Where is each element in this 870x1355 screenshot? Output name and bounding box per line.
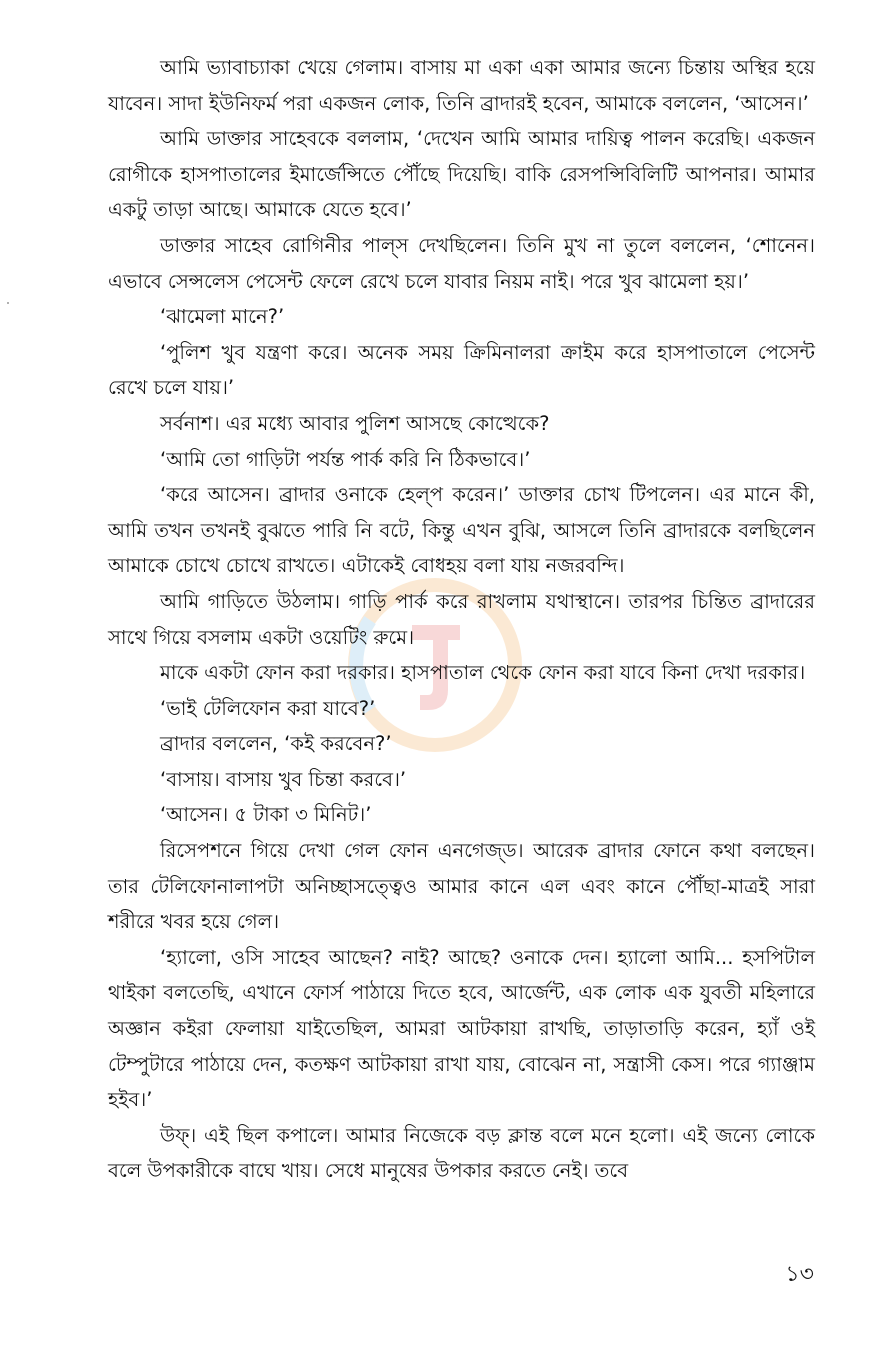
paragraph-2: আমি ডাক্তার সাহেবকে বললাম, ‘দেখেন আমি আমার দায়িত্ব পালন করেছি। একজন রোগীকে হাসপাতালের ইমার্জেন্সিতে পৌঁছে দিয়েছি। বাকি রেসপন্সিবিলিটি আপনার। আমার একটু তাড়া আছে। আমাকে যেতে হবে।’	[108, 127, 815, 222]
page-body	[108, 50, 815, 1189]
paragraph-12: ব্রাদার বললেন, ‘কই করবেন?’	[160, 732, 392, 756]
paragraph-8: ‘করে আসেন। ব্রাদার ওনাকে হেল্‌প করেন।’ ডাক্তার চোখ টিপলেন। এর মানে কী, আমি তখন তখনই বুঝতে পারি নি বটে, কিন্তু এখন বুঝি, আসলে তিনি ব্রাদারকে বলছিলেন আমাকে চোখে চোখে রাখতে। এটাকেই বোধহয় বলা যায় নজরবন্দি।	[108, 483, 815, 578]
paragraph-10: মাকে একটা ফোন করা দরকার। হাসপাতাল থেকে ফোন করা যাবে কিনা দেখা দরকার।	[160, 661, 806, 685]
paragraph-16: ‘হ্যালো, ওসি সাহেব আছেন? নাই? আছে? ওনাকে দেন। হ্যালো আমি... হসপিটাল থাইকা বলতেছি, এখানে ফোর্স পাঠায়ে দিতে হবে, আর্জেন্ট, এক লোক এক যুবতী মহিলারে অজ্ঞান কইরা ফেলায়া যাইতেছিল, আমরা আটকায়া রাখছি, তাড়াতাড়ি করেন, হ্যাঁ ওই টেম্পুটারে পাঠায়ে দেন, কতক্ষণ আটকায়া রাখা যায়, বোঝেন না, সন্ত্রাসী কেস। পরে গ্যাঞ্জাম হইব।’	[108, 945, 815, 1112]
paragraph-4: ‘ঝামেলা মানে?’	[160, 305, 285, 329]
paragraph-7: ‘আমি তো গাড়িটা পর্যন্ত পার্ক করি নি ঠিকভাবে।’	[160, 447, 531, 471]
edge-speck	[7, 302, 9, 304]
paragraph-9: আমি গাড়িতে উঠলাম। গাড়ি পার্ক করে রাখলাম যথাস্থানে। তারপর চিন্তিত ব্রাদারের সাথে গিয়ে বসলাম একটা ওয়েটিং রুমে।	[108, 589, 815, 649]
paragraph-11: ‘ভাই টেলিফোন করা যাবে?’	[160, 696, 376, 720]
paragraph-5: ‘পুলিশ খুব যন্ত্রণা করে। অনেক সময় ক্রিমিনালরা ক্রাইম করে হাসপাতালে পেসেন্ট রেখে চলে যায়।’	[108, 340, 815, 400]
page-number: ১৩	[785, 1262, 814, 1287]
paragraph-14: ‘আসেন। ৫ টাকা ৩ মিনিট।’	[160, 803, 372, 827]
paragraph-15: রিসেপশনে গিয়ে দেখা গেল ফোন এনগেজ্‌ড। আরেক ব্রাদার ফোনে কথা বলছেন। তার টেলিফোনালাপটা অনিচ্ছাসত্ত্বেও আমার কানে এল এবং কানে পৌঁছা-মাত্রই সারা শরীরে খবর হয়ে গেল।	[108, 839, 815, 934]
paragraph-13: ‘বাসায়। বাসায় খুব চিন্তা করবে।’	[160, 767, 407, 791]
paragraph-6: সর্বনাশ। এর মধ্যে আবার পুলিশ আসছে কোত্থেকে?	[160, 411, 550, 435]
paragraph-1: আমি ভ্যাবাচ্যাকা খেয়ে গেলাম। বাসায় মা একা একা আমার জন্যে চিন্তায় অস্থির হয়ে যাবেন। সাদা ইউনিফর্ম পরা একজন লোক, তিনি ব্রাদারই হবেন, আমাকে বললেন, ‘আসেন।’	[108, 56, 815, 115]
paragraph-17: উফ্‌। এই ছিল কপালে। আমার নিজেকে বড় ক্লান্ত বলে মনে হলো। এই জন্যে লোকে বলে উপকারীকে বাঘে খায়। সেধে মানুষের উপকার করতে নেই। তবে	[108, 1123, 815, 1183]
paragraph-3: ডাক্তার সাহেব রোগিনীর পাল্‌স দেখছিলেন। তিনি মুখ না তুলে বললেন, ‘শোনেন। এভাবে সেন্সলেস পেসেন্ট ফেলে রেখে চলে যাবার নিয়ম নাই। পরে খুব ঝামেলা হয়।’	[108, 233, 815, 293]
